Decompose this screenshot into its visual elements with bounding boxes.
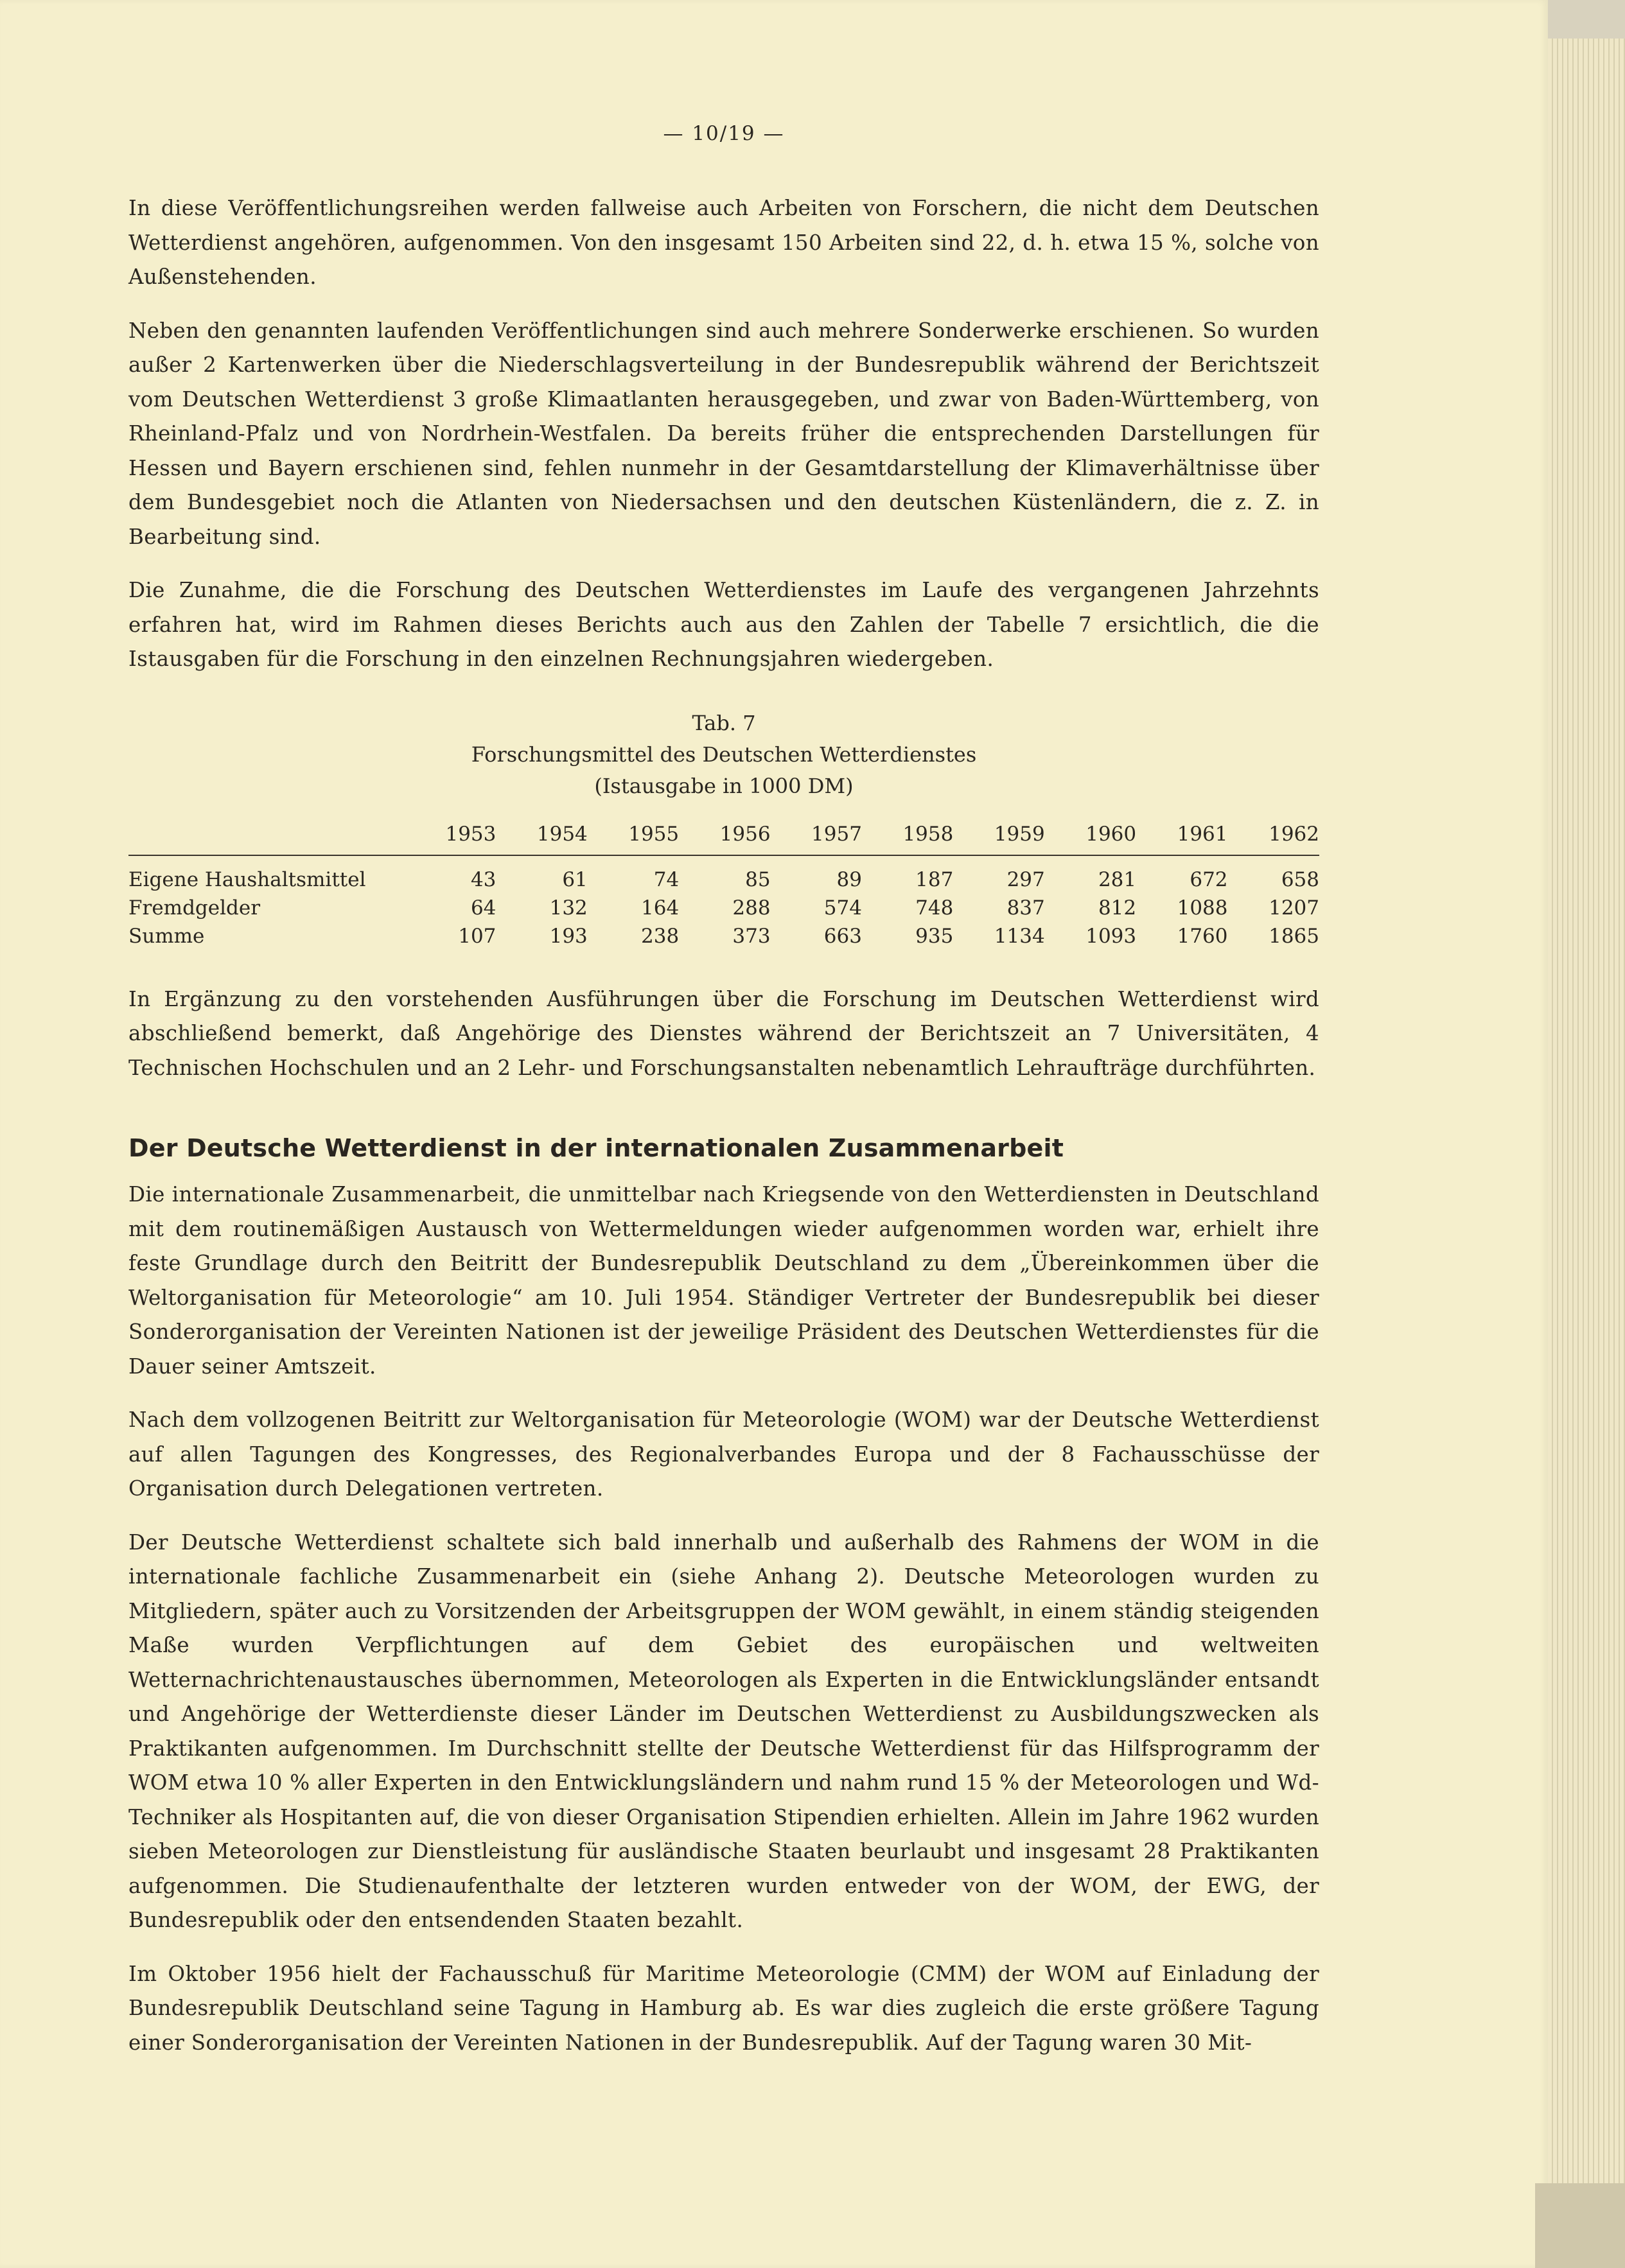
table-cell: 812 bbox=[1098, 896, 1137, 920]
table-cell: 74 bbox=[653, 868, 680, 891]
table-cell: 89 bbox=[836, 868, 862, 891]
table-row bbox=[128, 894, 1319, 922]
header-year: 1956 bbox=[679, 817, 770, 855]
table-cell: 238 bbox=[641, 924, 680, 948]
table-caption bbox=[128, 708, 1319, 802]
paragraph-hamburg-meeting: Im Oktober 1956 hielt der Fachausschuß für Maritime Meteorologie (CMM) der WOM auf Einladung der Bundesrepublik Deutschland seine Tagung in Hamburg ab. Es war dies zugleich die erste größere Tagung einer Sonderorganisation der Vereinten Nationen in der Bundesrepublik. Auf der Tagung waren 30 Mit- bbox=[128, 1961, 1319, 2055]
table-cell: 193 bbox=[549, 924, 588, 948]
header-year: 1960 bbox=[1045, 817, 1136, 855]
table-cell: 164 bbox=[641, 896, 680, 920]
section-heading: Der Deutsche Wetterdienst in der internationalen Zusammenarbeit bbox=[128, 1134, 1064, 1162]
table-cell: 64 bbox=[470, 896, 496, 920]
table-cell: 935 bbox=[915, 924, 954, 948]
header-year: 1957 bbox=[771, 817, 862, 855]
paragraph-publications: In diese Veröffentlichungsreihen werden fallweise auch Arbeiten von Forschern, die nicht dem Deutschen Wetterdienst angehören, aufgenommen. Von den insgesamt 150 Arbeiten sind 22, d. h. etwa 15 %, solche von Außenstehenden. bbox=[128, 196, 1319, 289]
table-row bbox=[128, 922, 1319, 950]
table-cell: 132 bbox=[549, 896, 588, 920]
header-year: 1953 bbox=[405, 817, 496, 855]
table-cell: 663 bbox=[823, 924, 862, 948]
paragraph-wmo-membership: Nach dem vollzogenen Beitritt zur Weltorganisation für Meteorologie (WOM) war der Deutsche Wetterdienst auf allen Tagungen des Kongresses, des Regionalverbandes Europa und der 8 Fachausschüsse der Organisation durch Delegationen vertreten. bbox=[128, 1408, 1319, 1501]
table-cell: 1865 bbox=[1269, 924, 1319, 948]
table-cell: 187 bbox=[915, 868, 954, 891]
header-year: 1959 bbox=[953, 817, 1044, 855]
header-year: 1958 bbox=[862, 817, 953, 855]
table-label: Tab. 7 bbox=[692, 710, 756, 735]
page-number: — 10/19 — bbox=[663, 122, 785, 145]
table-cell: 837 bbox=[1006, 896, 1045, 920]
header-blank bbox=[128, 817, 405, 855]
paragraph-research-growth: Die Zunahme, die die Forschung des Deutschen Wetterdienstes im Laufe des vergangenen Jahrzehnts erfahren hat, wird im Rahmen dieses Berichts auch aus den Zahlen der Tabelle 7 ersichtlich, die die Istausgaben für die Forschung in den einzelnen Rechnungsjahren wiedergeben. bbox=[128, 578, 1319, 671]
table-cell: 658 bbox=[1281, 868, 1319, 891]
header-year: 1961 bbox=[1136, 817, 1227, 855]
row-label: Eigene Haushaltsmittel bbox=[128, 868, 366, 891]
table-cell: 1093 bbox=[1085, 924, 1137, 948]
page-content bbox=[128, 122, 1319, 2079]
table-row bbox=[128, 855, 1319, 894]
paragraph-special-works: Neben den genannten laufenden Veröffentlichungen sind auch mehrere Sonderwerke erschienen. So wurden außer 2 Kartenwerken über die Niederschlagsverteilung in der Bundesrepublik während der Berichtszeit vom Deutschen Wetterdienst 3 große Klimaatlanten herausgegeben, und zwar von Baden-Württemberg, von Rheinland-Pfalz und von Nordrhein-Westfalen. Da bereits früher die entsprechenden Darstellungen für Hessen und Bayern erschienen sind, fehlen nunmehr in der Gesamtdarstellung der Klimaverhältnisse über dem Bundesgebiet noch die Atlanten von Niedersachsen und den deutschen Küstenländern, die z. Z. in Bearbeitung sind. bbox=[128, 318, 1319, 549]
table-cell: 85 bbox=[745, 868, 771, 891]
table-cell: 748 bbox=[915, 896, 954, 920]
table-unit: (Istausgabe in 1000 DM) bbox=[594, 773, 854, 798]
table-cell: 1134 bbox=[994, 924, 1045, 948]
table-cell: 297 bbox=[1006, 868, 1045, 891]
table-cell: 1207 bbox=[1269, 896, 1319, 920]
table-cell: 1760 bbox=[1177, 924, 1228, 948]
table-cell: 43 bbox=[470, 868, 496, 891]
row-label: Summe bbox=[128, 924, 205, 948]
table-title: Forschungsmittel des Deutschen Wetterdienstes bbox=[471, 742, 977, 767]
row-label: Fremdgelder bbox=[128, 896, 261, 920]
page-edge bbox=[1548, 39, 1625, 2228]
paragraph-cooperation: Der Deutsche Wetterdienst schaltete sich bald innerhalb und außerhalb des Rahmens der WOM in die internationale fachliche Zusammenarbeit ein (siehe Anhang 2). Deutsche Meteorologen wurden zu Mitgliedern, später auch zu Vorsitzenden der Arbeitsgruppen der WOM gewählt, in einem ständig steigenden Maße wurden Verpflichtungen auf dem Gebiet des europäischen und weltweiten Wetternachrichtenaustausches übernommen, Meteorologen als Experten in die Entwicklungsländer entsandt und Angehörige der Wetterdienste dieser Länder im Deutschen Wetterdienst zu Ausbildungszwecken als Praktikanten aufgenommen. Im Durchschnitt stellte der Deutsche Wetterdienst für das Hilfsprogramm der WOM etwa 10 % aller Experten in den Entwicklungsländern und nahm rund 15 % der Meteorologen und Wd-Techniker als Hospitanten auf, die von dieser Organisation Stipendien erhielten. Allein im Jahre 1962 wurden sieben Meteorologen zur Dienstleistung für ausländische Staaten beurlaubt und insgesamt 28 Praktikanten aufgenommen. Die Studienaufenthalte der letzteren wurden entweder von der WOM, der EWG, der Bundesrepublik oder den entsendenden Staaten bezahlt. bbox=[128, 1530, 1319, 1932]
table-cell: 1088 bbox=[1177, 896, 1228, 920]
page-edge-shadow bbox=[1535, 2183, 1625, 2268]
table-cell: 574 bbox=[823, 896, 862, 920]
table-header-row bbox=[128, 817, 1319, 855]
header-year: 1962 bbox=[1228, 817, 1319, 855]
table-cell: 672 bbox=[1190, 868, 1228, 891]
header-year: 1955 bbox=[588, 817, 679, 855]
paragraph-international-basis: Die internationale Zusammenarbeit, die unmittelbar nach Kriegsende von den Wetterdiensten in Deutschland mit dem routinemäßigen Austausch von Wettermeldungen wieder aufgenommen worden war, erhielt ihre feste Grundlage durch den Beitritt der Bundesrepublik Deutschland zu dem „Übereinkommen über die Weltorganisation für Meteorologie“ am 10. Juli 1954. Ständiger Vertreter der Bundesrepublik bei dieser Sonderorganisation der Vereinten Nationen ist der jeweilige Präsident des Deutschen Wetterdienstes für die Dauer seiner Amtszeit. bbox=[128, 1182, 1319, 1379]
paragraph-teaching: In Ergänzung zu den vorstehenden Ausführungen über die Forschung im Deutschen Wetterdienst wird abschließend bemerkt, daß Angehörige des Dienstes während der Berichtszeit an 7 Universitäten, 4 Technischen Hochschulen und an 2 Lehr- und Forschungsanstalten nebenamtlich Lehraufträge durchführten. bbox=[128, 986, 1319, 1080]
header-year: 1954 bbox=[496, 817, 587, 855]
table-cell: 373 bbox=[732, 924, 771, 948]
table-cell: 281 bbox=[1098, 868, 1137, 891]
table-cell: 61 bbox=[562, 868, 588, 891]
table-cell: 288 bbox=[732, 896, 771, 920]
table-cell: 107 bbox=[458, 924, 496, 948]
research-funds-table bbox=[128, 817, 1319, 950]
